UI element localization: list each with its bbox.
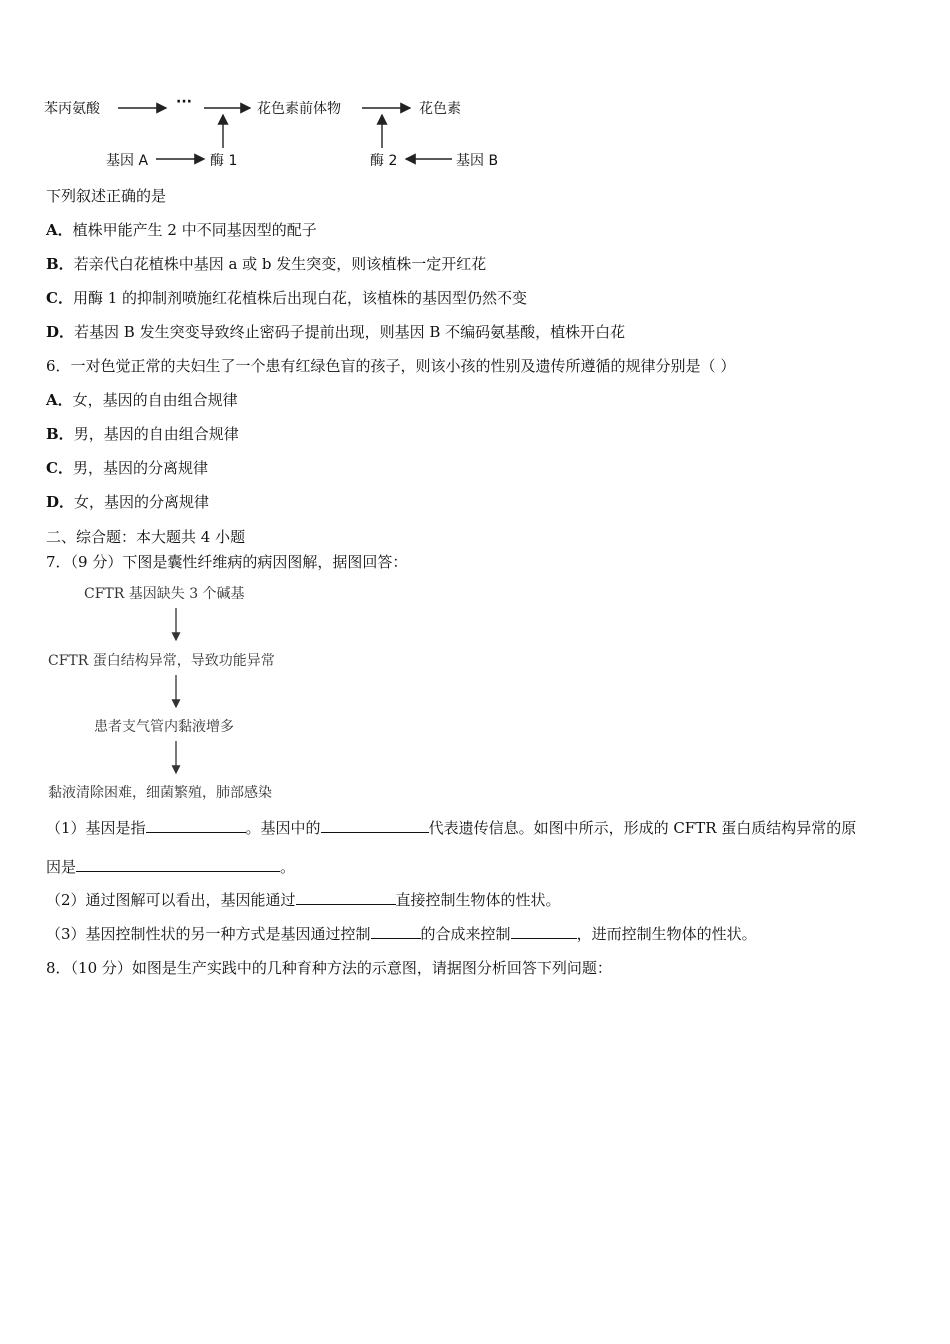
answer-blank-2[interactable] — [321, 818, 429, 833]
option-text: 植株甲能产生 2 中不同基因型的配子 — [72, 221, 317, 239]
option-text: 女，基因的分离规律 — [74, 493, 210, 511]
option-label: B． — [46, 255, 74, 273]
q7-sub3 — [46, 924, 757, 944]
answer-blank-6[interactable] — [511, 924, 577, 939]
sub-question-text: （2）通过图解可以看出，基因能通过 — [46, 891, 296, 909]
option-text: 用酶 1 的抑制剂喷施红花植株后出现白花，该植株的基因型仍然不变 — [72, 289, 528, 307]
q7-sub2 — [46, 890, 561, 910]
label-ellipsis: ··· — [176, 94, 192, 110]
answer-blank-1[interactable] — [146, 818, 246, 833]
label-gene-b: 基因 B — [456, 153, 499, 169]
answer-blank-5[interactable] — [371, 924, 421, 939]
option-text: 若亲代白花植株中基因 a 或 b 发生突变，则该植株一定开红花 — [73, 255, 487, 273]
q7-sub1-line1 — [46, 818, 856, 838]
sub-question-text: 的合成来控制 — [420, 925, 511, 943]
answer-blank-3[interactable] — [76, 857, 280, 872]
label-gene-a: 基因 A — [106, 153, 149, 169]
q8-stem — [46, 958, 612, 978]
option-label: D． — [46, 323, 75, 341]
option-text: 男，基因的分离规律 — [72, 459, 208, 477]
option-label: B． — [46, 425, 74, 443]
option-text: 若基因 B 发生突变导致终止密码子提前出现，则基因 B 不编码氨基酸，植株开白花 — [74, 323, 626, 341]
option-label: A． — [46, 221, 73, 239]
section-title: 二、综合题：本大题共 4 小题 — [46, 528, 246, 546]
label-enzyme-2: 酶 2 — [370, 153, 398, 169]
sub-question-text: 直接控制生物体的性状。 — [395, 891, 561, 909]
question-score: （10 分） — [70, 959, 132, 977]
option-label: D． — [46, 493, 75, 511]
flow-step-2: CFTR 蛋白结构异常，导致功能异常 — [48, 653, 275, 669]
label-enzyme-1: 酶 1 — [210, 153, 238, 169]
option-label: C． — [46, 289, 73, 307]
question-number: 7． — [46, 553, 71, 571]
option-label: A． — [46, 391, 73, 409]
sub-question-text: 。基因中的 — [245, 819, 321, 837]
q7-sub1-line2 — [46, 857, 295, 877]
question-text: 如图是生产实践中的几种育种方法的示意图，请据图分析回答下列问题： — [131, 959, 612, 977]
sub-question-text: 因是 — [46, 858, 77, 876]
question-number: 6． — [46, 357, 71, 375]
sub-question-text: 代表遗传信息。如图中所示，形成的 CFTR 蛋白质结构异常的原 — [428, 819, 857, 837]
sub-question-text: （1）基因是指 — [46, 819, 146, 837]
sub-question-text: 。 — [280, 858, 296, 876]
label-phenylalanine: 苯丙氨酸 — [44, 101, 100, 117]
q5-stem: 下列叙述正确的是 — [46, 187, 167, 205]
question-text: 下图是囊性纤维病的病因图解，据图回答： — [122, 553, 408, 571]
option-text: 男，基因的自由组合规律 — [73, 425, 239, 443]
sub-question-text: ，进而控制生物体的性状。 — [576, 925, 757, 943]
option-text: 女，基因的自由组合规律 — [72, 391, 238, 409]
answer-blank-4[interactable] — [296, 890, 396, 905]
flow-step-3: 患者支气管内黏液增多 — [94, 719, 234, 735]
flow-step-1: CFTR 基因缺失 3 个碱基 — [84, 586, 245, 602]
question-number: 8． — [46, 959, 71, 977]
question-text: 一对色觉正常的夫妇生了一个患有红绿色盲的孩子，则该小孩的性别及遗传所遵循的规律分别是（ ） — [70, 357, 736, 375]
label-pigment: 花色素 — [419, 101, 461, 117]
option-label: C． — [46, 459, 73, 477]
sub-question-text: （3）基因控制性状的另一种方式是基因通过控制 — [46, 925, 371, 943]
flow-step-4: 黏液清除困难，细菌繁殖，肺部感染 — [48, 785, 272, 801]
question-score: （9 分） — [70, 553, 123, 571]
label-pigment-precursor: 花色素前体物 — [257, 101, 341, 117]
